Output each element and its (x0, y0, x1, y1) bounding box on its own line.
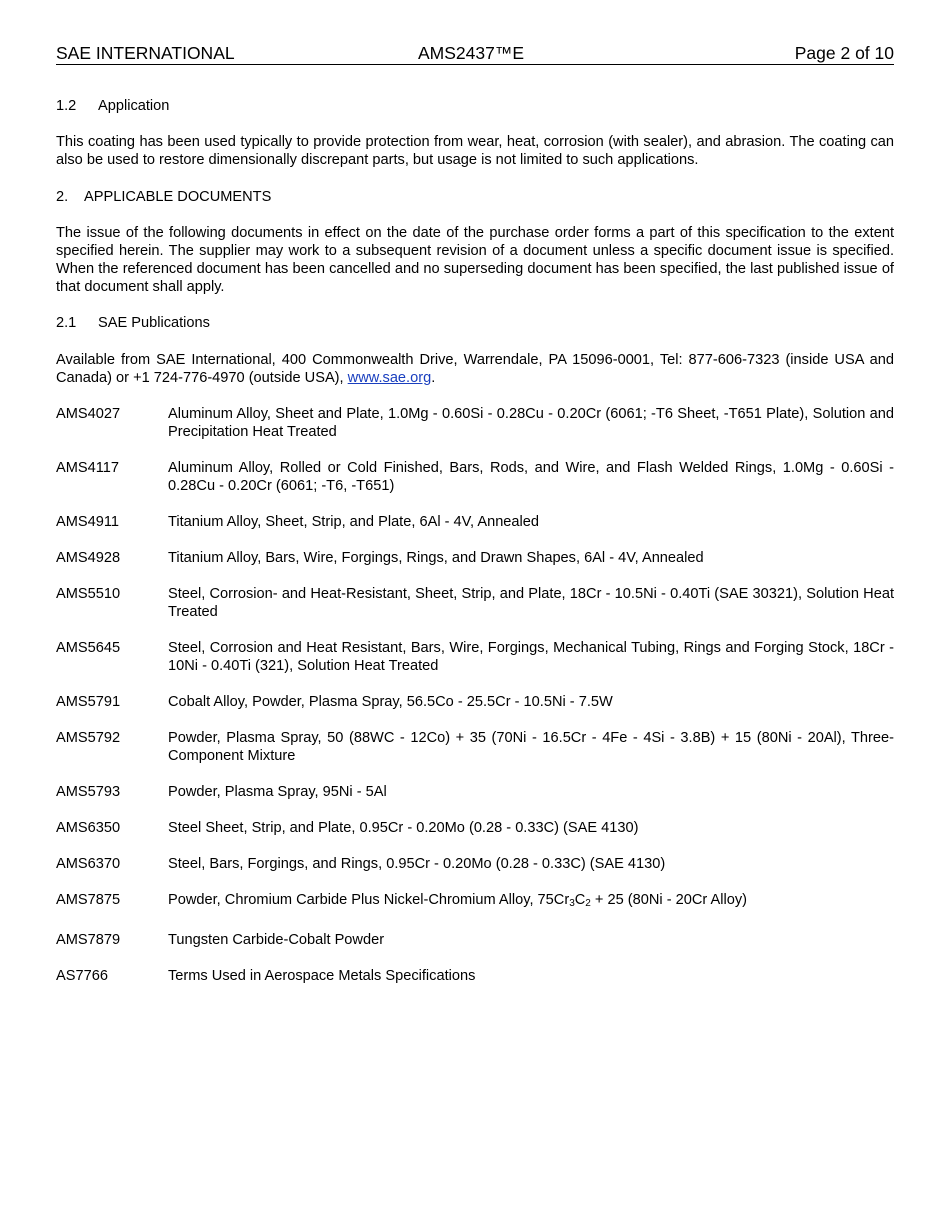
reference-code: AS7766 (56, 968, 108, 984)
reference-title: Titanium Alloy, Bars, Wire, Forgings, Rings, and Drawn Shapes, 6Al - 4V, Annealed (168, 550, 704, 566)
reference-code: AMS5792 (56, 730, 121, 746)
applicable-documents-paragraph: The issue of the following documents in effect on the date of the purchase order forms a part of this specification to the extent specified herein. The supplier may work to a subsequent revision of a document unless a specific document issue is specified. When the referenced document has been cancelled and no superseding document has been specified, the last published issue of that document shall apply. (56, 225, 894, 295)
reference-item (56, 891, 894, 913)
reference-item (56, 931, 894, 949)
reference-title: Titanium Alloy, Sheet, Strip, and Plate, 6Al - 4V, Annealed (168, 514, 540, 530)
reference-title: Powder, Plasma Spray, 50 (88WC - 12Co) + 35 (70Ni - 16.5Cr - 4Fe - 4Si - 3.8B) + 15 (80Ni - 20Al), Three-Component Mixture (168, 730, 894, 764)
reference-title: Steel, Corrosion and Heat Resistant, Bars, Wire, Forgings, Mechanical Tubing, Rings and Forging Stock, 18Cr - 10Ni - 0.40Ti (321), Solution Heat Treated (168, 640, 894, 674)
sae-address-end: . (431, 370, 436, 386)
sae-publications-paragraph (56, 351, 894, 387)
reference-title: Aluminum Alloy, Sheet and Plate, 1.0Mg - 0.60Si - 0.28Cu - 0.20Cr (6061; -T6 Sheet, -T651 Plate), Solution and Precipitation Heat Treated (168, 406, 894, 440)
reference-item (56, 855, 894, 873)
reference-code: AMS4911 (56, 514, 120, 530)
reference-item (56, 585, 894, 621)
section-title: Application (98, 98, 170, 114)
reference-item (56, 967, 894, 985)
reference-item (56, 693, 894, 711)
page-header (56, 42, 894, 65)
reference-title: Steel Sheet, Strip, and Plate, 0.95Cr - 0.20Mo (0.28 - 0.33C) (SAE 4130) (168, 820, 639, 836)
section-heading-application (56, 97, 894, 115)
reference-code: AMS5793 (56, 784, 121, 800)
sae-website-link[interactable]: www.sae.org (347, 370, 432, 386)
reference-code: AMS6370 (56, 856, 121, 872)
reference-item (56, 819, 894, 837)
reference-item (56, 513, 894, 531)
reference-title-part: + 25 (80Ni - 20Cr Alloy) (590, 892, 747, 908)
section-number: 2.1 (56, 315, 77, 331)
section-heading-sae-publications (56, 314, 894, 332)
reference-title: Steel, Corrosion- and Heat-Resistant, Sheet, Strip, and Plate, 18Cr - 10.5Ni - 0.40Ti (SAE 30321), Solution Heat Treated (168, 586, 894, 620)
reference-title: Steel, Bars, Forgings, and Rings, 0.95Cr - 0.20Mo (0.28 - 0.33C) (SAE 4130) (168, 856, 666, 872)
reference-item (56, 459, 894, 495)
section-title: SAE Publications (98, 315, 210, 331)
reference-title: Cobalt Alloy, Powder, Plasma Spray, 56.5Co - 25.5Cr - 10.5Ni - 7.5W (168, 694, 613, 710)
reference-item (56, 639, 894, 675)
reference-code: AMS5645 (56, 640, 121, 656)
reference-code: AMS5791 (56, 694, 121, 710)
reference-code: AMS7875 (56, 892, 121, 908)
reference-list (56, 405, 894, 1003)
reference-title: Powder, Plasma Spray, 95Ni - 5Al (168, 784, 387, 800)
reference-code: AMS6350 (56, 820, 121, 836)
reference-code: AMS4928 (56, 550, 121, 566)
reference-item (56, 405, 894, 441)
reference-code: AMS4117 (56, 460, 120, 476)
subscript: 3 (569, 898, 575, 909)
header-page-label: Page 2 of 10 (794, 43, 894, 63)
header-doc-number: AMS2437™E (418, 43, 525, 63)
subscript: 2 (585, 898, 591, 909)
reference-item (56, 549, 894, 567)
reference-title (168, 891, 894, 913)
reference-title: Tungsten Carbide-Cobalt Powder (168, 932, 385, 948)
section-number: 2. (56, 189, 69, 205)
reference-code: AMS7879 (56, 932, 121, 948)
reference-item (56, 729, 894, 765)
section-number: 1.2 (56, 98, 77, 114)
reference-item (56, 783, 894, 801)
section-heading-applicable-documents (56, 188, 894, 206)
reference-title: Aluminum Alloy, Rolled or Cold Finished, Bars, Rods, and Wire, and Flash Welded Rings, 1.0Mg - 0.60Si - 0.28Cu - 0.20Cr (6061; -T6, -T651) (168, 460, 894, 494)
reference-title: Terms Used in Aerospace Metals Specifications (168, 968, 476, 984)
application-paragraph: This coating has been used typically to provide protection from wear, heat, corrosion (with sealer), and abrasion. The coating can also be used to restore dimensionally discrepant parts, but usage is not limited to such applications. (56, 134, 894, 168)
reference-code: AMS4027 (56, 406, 121, 422)
reference-code: AMS5510 (56, 586, 121, 602)
reference-title-part: Powder, Chromium Carbide Plus Nickel-Chromium Alloy, 75Cr (168, 892, 570, 908)
section-title: APPLICABLE DOCUMENTS (84, 189, 272, 205)
sae-address-text: Available from SAE International, 400 Commonwealth Drive, Warrendale, PA 15096-0001, Tel: 877-606-7323 (inside USA and Canada) or +1 724-776-4970 (outside USA), (56, 352, 894, 386)
reference-title-part: C (574, 892, 586, 908)
header-organization: SAE INTERNATIONAL (56, 43, 235, 63)
